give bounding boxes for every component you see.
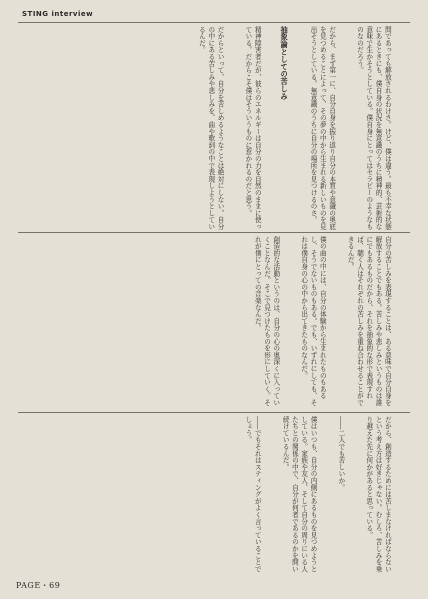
text-band-1	[24, 26, 410, 230]
section-subhead: 抽象論としての苦しみ	[280, 26, 290, 100]
header-rule	[18, 22, 410, 23]
text-band-1-content	[178, 26, 410, 230]
text-band-3-content	[224, 416, 410, 574]
paragraph: だから、まず第一に、自分自身を振り返り自分の本質や意識の奥底を見つめることによって、その夢の中から生まれる新しいものを見出そうとしている。無意識のうちに自分の場所を見つけるのさ。	[309, 26, 336, 230]
text-band-2	[24, 236, 410, 410]
text-band-3	[24, 416, 410, 574]
paragraph: 問であっても解放されるわけさ。けど、僕は違う。最も不幸な状態にあるときにも、僕自身の状況を無意識のうちに精神的、芸術的な意味で生かそうとしている。僕自身にとってはセラピーのようなものなのだろう。	[355, 26, 392, 230]
paragraph: 僕はいつも、自分の内側にあるものを見つめようとしている。家族や友人、そして自分の周りにいる人たちとの関係の中で、自分が何者であるのかを問い続けているんだ。	[281, 416, 318, 573]
page-number: PAGE・69	[16, 581, 61, 590]
paragraph: だからといって、自分を苦しめるようなことは絶対にしない。自分の中にある苦しみや悲しみを、曲や歌詞の中で表現しようとしているんだ。	[197, 26, 225, 230]
paragraph: だから、創造するためには苦しまなければならないという考え方は好きじゃない。むしろ、苦しみを乗り越えた先に何かがあると思っている。	[364, 416, 392, 573]
page-header: STING interview	[22, 10, 94, 18]
column-rule	[18, 232, 410, 233]
paragraph: 創造的な活動というのは、自分の心の奥深くに入っていくことなんだ。そこで見つけたものを形にしていく。それが僕にとっての音楽なんだ。	[253, 236, 280, 406]
paragraph: 精神障害者だが、彼らのエネルギーは自分の力を自然のままに使っている。だからこそ僕はそういうものに惹かれるのだと思う。	[243, 26, 262, 230]
paragraph: 僕の曲の中には、自分の体験から生まれたものもあるし、そうでないものもある。でも、いずれにしても、それは僕自身の心の中から出てきたものなんだ。	[299, 236, 327, 406]
paragraph: ――二人でも苦しいか。	[336, 416, 345, 491]
column-rule	[18, 412, 410, 413]
paragraph: ――でもそれはスティングがよく言っていることでしょう。	[243, 416, 262, 573]
paragraph: 自分の苦しみを表現することは、ある意味で自分自身を解放することでもある。苦しみや悲しみというものは誰にでもあるものだから、それを抽象的な形で表現すれば、聴く人はそれぞれの苦しみを重ね合わせることができるんだ。	[346, 236, 392, 406]
text-band-2-content	[233, 236, 410, 410]
